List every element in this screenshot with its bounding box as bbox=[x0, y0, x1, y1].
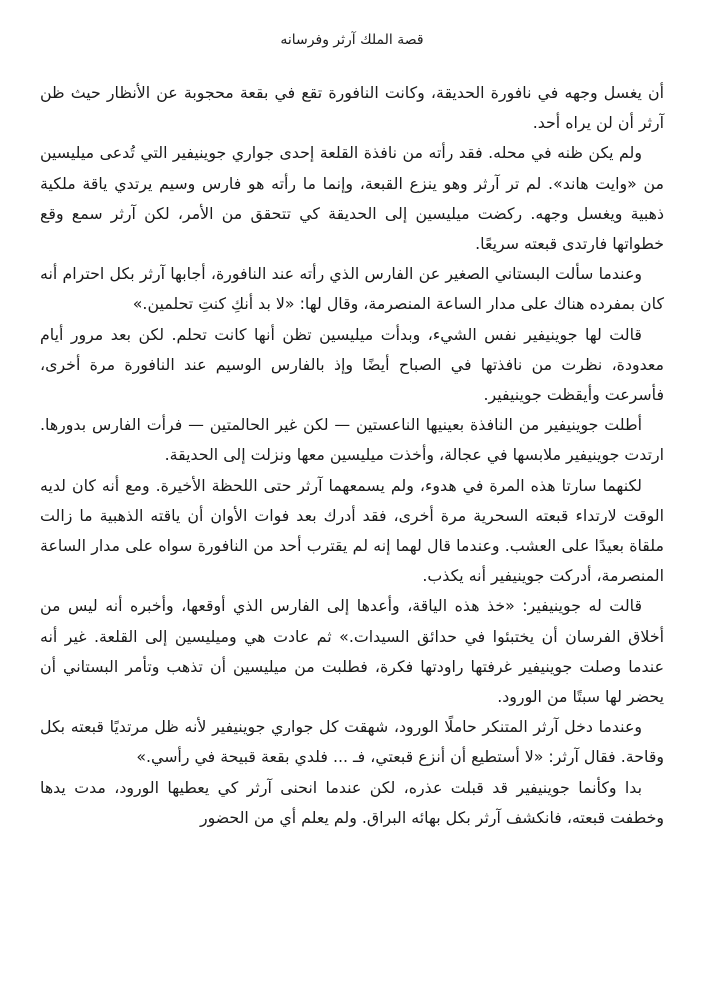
paragraph: قالت له جوينيفير: «خذ هذه الياقة، وأعدها إلى الفارس الذي أوقعها، وأخبره أنه ليس من أخلاق الفرسان أن يختبئوا في حدائق السيدات.» ثم عادت هي وميليسين إلى القلعة. غير أنه عندما وصلت جوينيفير غرفتها راودتها فكرة، فطلبت من ميليسين أن تذهب وتأمر البستاني أن يحضر لها سبتًا من الورود. bbox=[40, 596, 664, 707]
paragraph: وعندما سألت البستاني الصغير عن الفارس الذي رأته عند النافورة، أجابها آرثر بكل احترام أنه كان بمفرده هناك على مدار الساعة المنصرمة، وقال لها: «لا بد أنكِ كنتِ تحلمين.» bbox=[40, 264, 664, 314]
paragraph: بدا وكأنما جوينيفير قد قبلت عذره، لكن عندما انحنى آرثر كي يعطيها الورود، مدت يدها وخطفت قبعته، فانكشف آرثر بكل بهائه البراق. ولم يعلم أي من الحضور bbox=[40, 777, 664, 827]
paragraph: لكنهما سارتا هذه المرة في هدوء، ولم يسمعهما آرثر حتى اللحظة الأخيرة. ومع أنه كان لديه الوقت لارتداء قبعته السحرية مرة أخرى، فقد أدرك بعد فوات الأوان أن ياقته الذهبية ما زالت ملقاة بعيدًا على العشب. وعندما قال لهما إنه لم يقترب أحد من النافورة سواه على مدار الساعة المنصرمة، أدركت جوينيفير أنه يكذب. bbox=[40, 475, 664, 586]
running-header: قصة الملك آرثر وفرسانه bbox=[280, 32, 424, 48]
body-text bbox=[40, 78, 664, 833]
paragraph: أن يغسل وجهه في نافورة الحديقة، وكانت النافورة تقع في بقعة محجوبة عن الأنظار حيث ظن آرثر أن لن يراه أحد. bbox=[40, 83, 664, 133]
paragraph: وعندما دخل آرثر المتنكر حاملًا الورود، شهقت كل جواري جوينيفير لأنه ظل مرتديًا قبعته بكل وقاحة. فقال آرثر: «لا أستطيع أن أنزع قبعتي، فـ ... فلدي بقعة قبيحة في رأسي.» bbox=[40, 717, 664, 767]
paragraph: قالت لها جوينيفير نفس الشيء، وبدأت ميليسين تظن أنها كانت تحلم. لكن بعد مرور أيام معدودة، نظرت من نافذتها في الصباح أيضًا وإذ بالفارس الوسيم عند النافورة مرة أخرى، فأسرعت وأيقظت جوينيفير. bbox=[40, 324, 664, 405]
paragraph: أطلت جوينيفير من النافذة بعينيها الناعستين — لكن غير الحالمتين — فرأت الفارس بدورها. ارتدت جوينيفير ملابسها في عجالة، وأخذت ميليسين معها ونزلت إلى الحديقة. bbox=[40, 415, 664, 465]
paragraph: ولم يكن ظنه في محله. فقد رأته من نافذة القلعة إحدى جواري جوينيفير التي تُدعى ميليسين من «وايت هاند». لم تر آرثر وهو ينزع القبعة، وإنما ما رأته هو فارس وسيم يرتدي ياقة ملكية ذهبية ويغسل وجهه. ركضت ميليسين إلى الحديقة كي تتحقق من الأمر، لكن آرثر سمع وقع خطواتها فارتدى قبعته سريعًا. bbox=[40, 143, 664, 254]
